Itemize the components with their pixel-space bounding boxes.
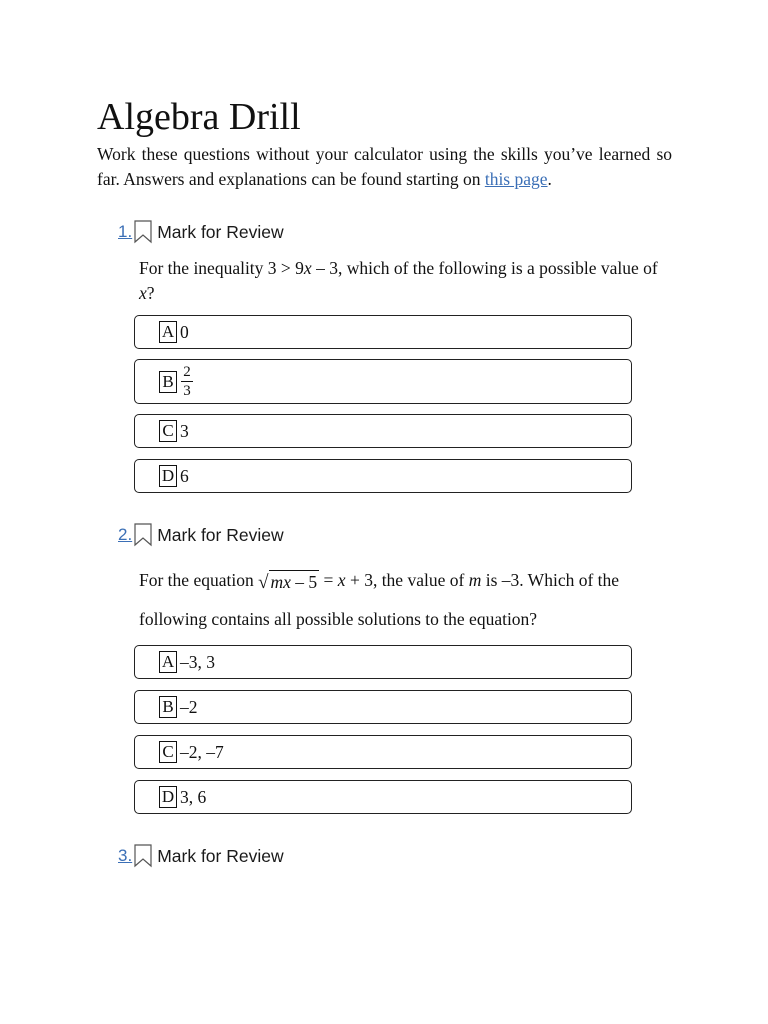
stem-variable: x bbox=[303, 258, 312, 278]
question-3-number[interactable]: 3. bbox=[118, 846, 133, 865]
stem-text: For the equation bbox=[139, 570, 259, 590]
choice-2a[interactable] bbox=[134, 645, 632, 679]
choice-text: –3, 3 bbox=[180, 651, 215, 672]
stem-variable: m bbox=[468, 570, 482, 590]
fraction-bar bbox=[181, 381, 193, 382]
intro-end: . bbox=[547, 169, 552, 189]
choice-letter: D bbox=[159, 465, 177, 487]
mark-for-review-label[interactable]: Mark for Review bbox=[157, 524, 284, 545]
bookmark-icon[interactable] bbox=[133, 523, 153, 547]
choice-2c[interactable] bbox=[134, 735, 632, 769]
question-2-number[interactable]: 2. bbox=[118, 525, 133, 544]
radicand bbox=[269, 570, 320, 593]
question-1-stem bbox=[139, 256, 659, 306]
choice-text: 0 bbox=[180, 321, 189, 342]
choice-letter: A bbox=[159, 321, 177, 343]
choice-text: –2, –7 bbox=[180, 741, 224, 762]
choice-1a[interactable] bbox=[134, 315, 632, 349]
question-2-stem bbox=[139, 561, 664, 639]
choice-letter: B bbox=[159, 696, 177, 718]
question-3-header bbox=[118, 843, 284, 869]
stem-text: + 3, the value of bbox=[345, 570, 469, 590]
choice-text: 3, 6 bbox=[180, 786, 207, 807]
choice-text: –2 bbox=[180, 696, 198, 717]
mark-for-review-label[interactable]: Mark for Review bbox=[157, 221, 284, 242]
choice-letter: A bbox=[159, 651, 177, 673]
choice-letter: C bbox=[159, 741, 177, 763]
choice-letter: C bbox=[159, 420, 177, 442]
mark-for-review-label[interactable]: Mark for Review bbox=[157, 845, 284, 866]
stem-variable: x bbox=[139, 283, 147, 303]
choice-1d[interactable] bbox=[134, 459, 632, 493]
bookmark-icon[interactable] bbox=[133, 844, 153, 868]
choice-letter: D bbox=[159, 786, 177, 808]
stem-variable: x bbox=[337, 570, 346, 590]
stem-variable: mx bbox=[270, 572, 291, 593]
choice-text: 6 bbox=[180, 465, 189, 486]
choice-letter: B bbox=[159, 371, 177, 393]
stem-text: – 3, which of the following is a possible value of bbox=[311, 258, 658, 278]
stem-text: is –3. Which of the following contains all possible solutions to the equation? bbox=[139, 570, 620, 629]
square-root bbox=[258, 570, 319, 593]
fraction bbox=[181, 364, 193, 399]
stem-text: For the inequality 3 > 9 bbox=[139, 258, 304, 278]
question-1-header bbox=[118, 219, 284, 245]
question-2-header bbox=[118, 522, 284, 548]
stem-text: ? bbox=[146, 283, 155, 303]
choice-2b[interactable] bbox=[134, 690, 632, 724]
stem-text: = bbox=[319, 570, 338, 590]
bookmark-icon[interactable] bbox=[133, 220, 153, 244]
choice-text: 3 bbox=[180, 420, 189, 441]
page-title: Algebra Drill bbox=[97, 96, 301, 138]
question-1-number[interactable]: 1. bbox=[118, 222, 133, 241]
choice-1c[interactable] bbox=[134, 414, 632, 448]
fraction-denominator: 3 bbox=[183, 383, 191, 399]
answers-page-link[interactable]: this page bbox=[484, 169, 548, 189]
choice-2d[interactable] bbox=[134, 780, 632, 814]
radical-sign: √ bbox=[258, 572, 269, 594]
choice-1b[interactable] bbox=[134, 359, 632, 404]
stem-text: – 5 bbox=[290, 572, 318, 593]
intro-paragraph bbox=[97, 142, 672, 192]
intro-text: Work these questions without your calculator using the skills you’ve learned so far. Answers and explanations can be found starting on bbox=[97, 144, 672, 189]
fraction-numerator: 2 bbox=[183, 364, 191, 380]
